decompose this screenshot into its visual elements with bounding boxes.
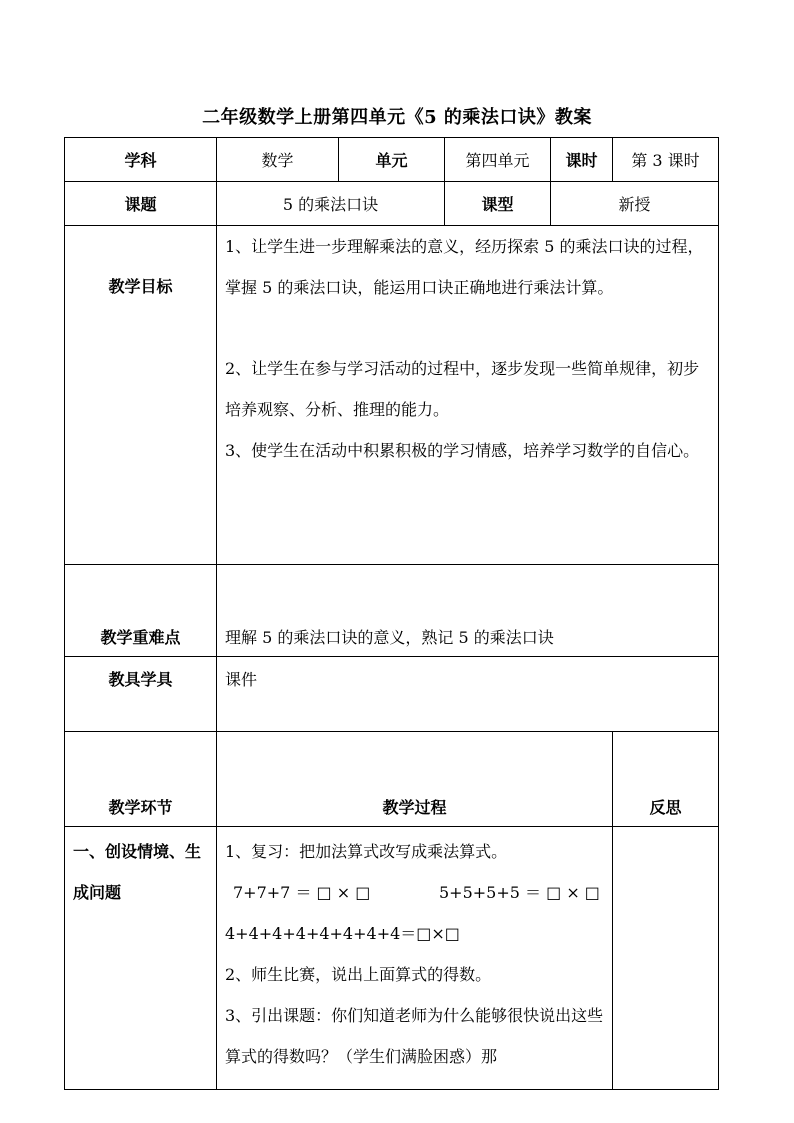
type-label: 课型 xyxy=(445,182,551,226)
topic-label: 课题 xyxy=(65,182,217,226)
stage1-line-3: 3、引出课题：你们知道老师为什么能够很快说出这些算式的得数吗？（学生们满脸困惑）那 xyxy=(225,1006,604,1066)
equation-row xyxy=(225,872,608,913)
table-row-topic xyxy=(65,182,719,226)
objectives-label: 教学目标 xyxy=(65,226,217,565)
objectives-content xyxy=(217,226,719,565)
objective-gap xyxy=(217,308,718,348)
keypoints-value: 理解 5 的乘法口诀的意义，熟记 5 的乘法口诀 xyxy=(217,565,719,657)
subject-value: 数学 xyxy=(217,138,339,182)
table-row-process-header xyxy=(65,732,719,827)
table-row-objectives xyxy=(65,226,719,565)
unit-label: 单元 xyxy=(339,138,445,182)
stage1-line-1: 1、复习：把加法算式改写成乘法算式。 xyxy=(225,842,508,861)
keypoints-label: 教学重难点 xyxy=(65,565,217,657)
table-row-subject xyxy=(65,138,719,182)
stage1-line-2: 2、师生比赛，说出上面算式的得数。 xyxy=(225,965,492,984)
subject-label: 学科 xyxy=(65,138,217,182)
table-row-tools xyxy=(65,657,719,732)
equation-2: 5+5+5+5 ＝ □ × □ xyxy=(439,883,600,902)
equation-3: 4+4+4+4+4+4+4+4＝□×□ xyxy=(225,924,460,943)
period-label: 课时 xyxy=(551,138,613,182)
type-value: 新授 xyxy=(551,182,719,226)
reflection-header: 反思 xyxy=(613,732,719,827)
tools-value: 课件 xyxy=(217,657,719,732)
stage1-label: 一、创设情境、生成问题 xyxy=(65,827,217,1090)
stage-header: 教学环节 xyxy=(65,732,217,827)
period-value: 第 3 课时 xyxy=(613,138,719,182)
table-row-keypoints xyxy=(65,565,719,657)
table-row-stage1 xyxy=(65,827,719,1090)
document-title: 二年级数学上册第四单元《5 的乘法口诀》教案 xyxy=(202,107,592,128)
equation-1: 7+7+7 ＝ □ × □ xyxy=(233,883,371,902)
stage1-content xyxy=(217,827,613,1090)
process-header: 教学过程 xyxy=(217,732,613,827)
objective-3: 3、使学生在活动中积累积极的学习情感，培养学习数学的自信心。 xyxy=(225,441,700,460)
unit-value: 第四单元 xyxy=(445,138,551,182)
tools-label: 教具学具 xyxy=(65,657,217,732)
stage1-reflection xyxy=(613,827,719,1090)
topic-value: 5 的乘法口诀 xyxy=(217,182,445,226)
objective-1: 1、让学生进一步理解乘法的意义，经历探索 5 的乘法口诀的过程，掌握 5 的乘法口诀，能运用口诀正确地进行乘法计算。 xyxy=(225,237,704,297)
objective-2: 2、让学生在参与学习活动的过程中，逐步发现一些简单规律，初步培养观察、分析、推理的能力。 xyxy=(225,359,700,419)
lesson-plan-table xyxy=(64,137,719,1090)
